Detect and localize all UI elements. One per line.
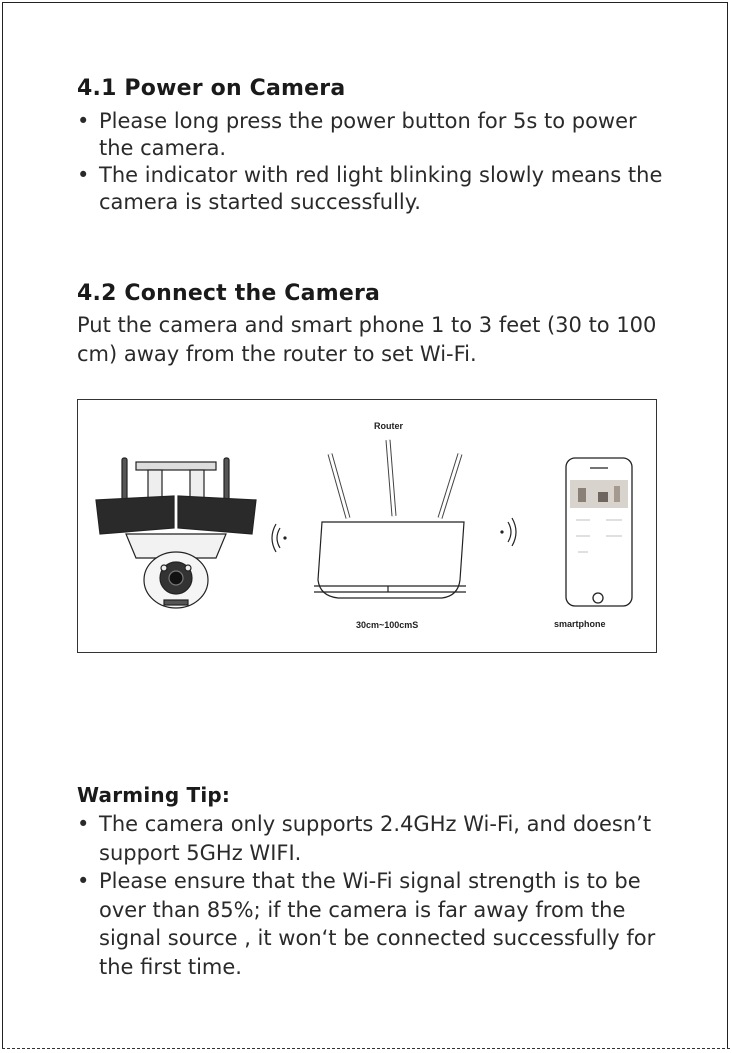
camera-icon: [96, 458, 256, 608]
router-icon: [314, 440, 466, 598]
list-item: • Please ensure that the Wi-Fi signal strength is to be over than 85%; if the camera is far away from the signal source , it won‘t be connected successfully for the first time.: [77, 867, 677, 981]
section-title-power-on: 4.1 Power on Camera: [77, 76, 346, 101]
diagram-drawing: [78, 400, 658, 654]
list-item: • Please long press the power button for 5s to power the camera.: [77, 108, 677, 162]
wifi-signal-icon: [272, 524, 286, 552]
warming-tip-list: [77, 810, 677, 981]
warming-tip-title: Warming Tip:: [77, 783, 231, 807]
section-title-connect: 4.2 Connect the Camera: [77, 281, 381, 306]
smartphone-icon: [566, 458, 632, 606]
connect-instructions: Put the camera and smart phone 1 to 3 feet (30 to 100 cm) away from the router to set Wi-Fi.: [77, 313, 657, 366]
router-label: Router: [374, 421, 403, 431]
wifi-signal-icon: [501, 518, 516, 546]
cut-line: [2, 1048, 730, 1049]
smartphone-label: smartphone: [554, 619, 606, 629]
list-item: • The camera only supports 2.4GHz Wi-Fi, and doesn’t support 5GHz WIFI.: [77, 810, 677, 867]
distance-label: 30cm~100cmS: [356, 620, 419, 630]
list-item: • The indicator with red light blinking slowly means the camera is started successfully.: [77, 162, 677, 216]
power-on-list: [77, 108, 677, 216]
connection-diagram: [77, 399, 657, 653]
